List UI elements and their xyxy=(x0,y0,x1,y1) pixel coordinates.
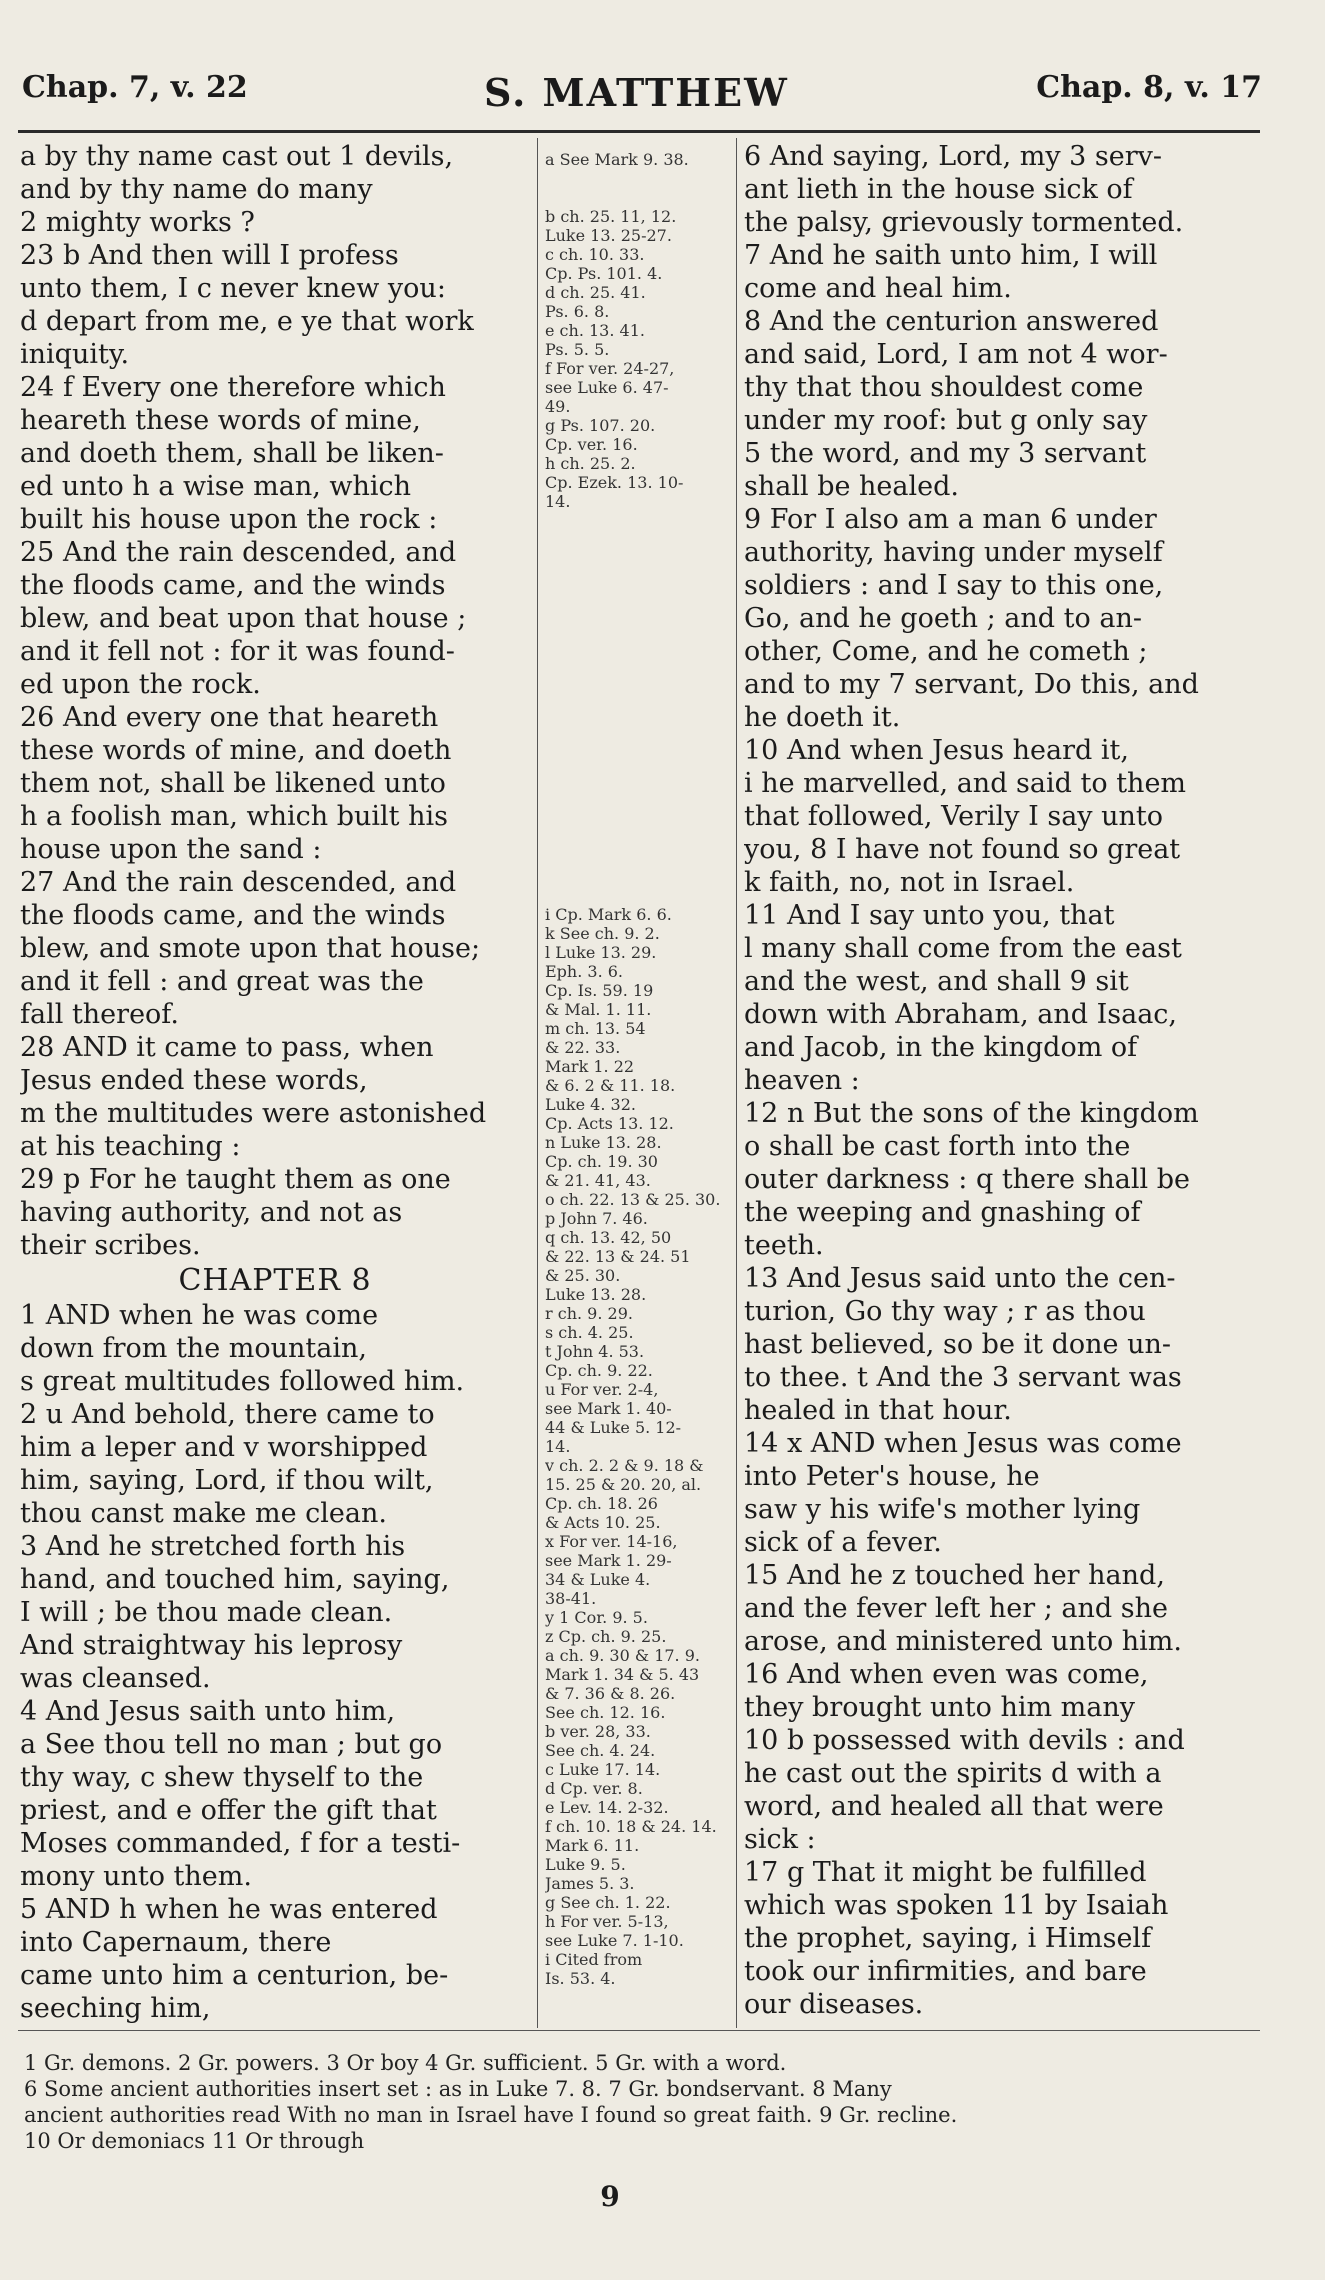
cross-reference: Mark 1. 34 & 5. 43 xyxy=(545,1665,700,1684)
cross-reference: Cp. ch. 9. 22. xyxy=(545,1361,653,1380)
cross-reference: see Mark 1. 29- xyxy=(545,1551,672,1570)
cross-reference: 14. xyxy=(545,492,571,511)
verse-line: Go, and he goeth ; and to an- xyxy=(744,603,1142,634)
verse-line: 29 p For he taught them as one xyxy=(20,1164,451,1195)
verse-line: 3 And he stretched forth his xyxy=(20,1531,406,1562)
verse-line: under my roof: but g only say xyxy=(744,405,1148,436)
verse-line: 11 And I say unto you, that xyxy=(744,900,1115,931)
column-divider-right xyxy=(736,138,737,2028)
verse-line: and Jacob, in the kingdom of xyxy=(744,1032,1138,1063)
verse-line: blew, and beat upon that house ; xyxy=(20,603,467,634)
verse-line: him a leper and v worshipped xyxy=(20,1432,428,1463)
verse-line: house upon the sand : xyxy=(20,834,322,865)
verse-line: and the fever left her ; and she xyxy=(744,1593,1168,1624)
cross-reference: k See ch. 9. 2. xyxy=(545,924,660,943)
verse-line: soldiers : and I say to this one, xyxy=(744,570,1164,601)
header-rule xyxy=(18,130,1260,133)
footnote-line: 1 Gr. demons. 2 Gr. powers. 3 Or boy 4 Gr. sufficient. 5 Gr. with a word. xyxy=(24,2051,787,2075)
verse-line: 24 f Every one therefore which xyxy=(20,372,446,403)
cross-reference: d ch. 25. 41. xyxy=(545,283,646,302)
verse-line: o shall be cast forth into the xyxy=(744,1131,1131,1162)
cross-reference: l Luke 13. 29. xyxy=(545,943,657,962)
cross-reference: e ch. 13. 41. xyxy=(545,321,645,340)
cross-reference: Cp. ch. 19. 30 xyxy=(545,1152,658,1171)
verse-line: into Peter's house, he xyxy=(744,1461,1040,1492)
verse-line: and to my 7 servant, Do this, and xyxy=(744,669,1199,700)
cross-reference: See ch. 12. 16. xyxy=(545,1703,666,1722)
cross-reference xyxy=(545,188,730,207)
verse-line: at his teaching : xyxy=(20,1131,241,1162)
cross-reference-column xyxy=(545,150,730,2025)
verse-line: sick of a fever. xyxy=(744,1527,942,1558)
cross-reference: 15. 25 & 20. 20, al. xyxy=(545,1475,702,1494)
verse-line: teeth. xyxy=(744,1230,824,1261)
verse-line: he cast out the spirits d with a xyxy=(744,1758,1162,1789)
cross-reference: James 5. 3. xyxy=(545,1874,635,1893)
verse-line: 6 And saying, Lord, my 3 serv- xyxy=(744,141,1163,172)
verse-line: the floods came, and the winds xyxy=(20,900,446,931)
verse-line: unto them, I c never knew you: xyxy=(20,273,446,304)
verse-line: heareth these words of mine, xyxy=(20,405,421,436)
verse-line: 25 And the rain descended, and xyxy=(20,537,457,568)
cross-reference: e Lev. 14. 2-32. xyxy=(545,1798,669,1817)
verse-line: 17 g That it might be fulfilled xyxy=(744,1857,1147,1888)
verse-line: outer darkness : q there shall be xyxy=(744,1164,1190,1195)
cross-reference: Mark 1. 22 xyxy=(545,1057,635,1076)
verse-line: you, 8 I have not found so great xyxy=(744,834,1181,865)
verse-line: come and heal him. xyxy=(744,273,1012,304)
verse-line: our diseases. xyxy=(744,1989,924,2020)
verse-line: built his house upon the rock : xyxy=(20,504,438,535)
verse-line: took our infirmities, and bare xyxy=(744,1956,1147,1987)
verse-line: down from the mountain, xyxy=(20,1333,367,1364)
verse-line: seeching him, xyxy=(20,1993,211,2024)
cross-reference: r ch. 9. 29. xyxy=(545,1304,633,1323)
verse-line: Jesus ended these words, xyxy=(20,1065,368,1096)
cross-reference: & 22. 33. xyxy=(545,1038,621,1057)
verse-line: 28 AND it came to pass, when xyxy=(20,1032,434,1063)
verse-line: was cleansed. xyxy=(20,1663,211,1694)
verse-line: healed in that hour. xyxy=(744,1395,1012,1426)
cross-reference: & Mal. 1. 11. xyxy=(545,1000,652,1019)
cross-reference: b ver. 28, 33. xyxy=(545,1722,651,1741)
verse-line: arose, and ministered unto him. xyxy=(744,1626,1182,1657)
cross-reference: m ch. 13. 54 xyxy=(545,1019,646,1038)
verse-line: ed upon the rock. xyxy=(20,669,261,700)
verse-line: that followed, Verily I say unto xyxy=(744,801,1164,832)
verse-line: l many shall come from the east xyxy=(744,933,1182,964)
cross-reference: g Ps. 107. 20. xyxy=(545,416,656,435)
footnote-line: 10 Or demoniacs 11 Or through xyxy=(24,2129,365,2153)
cross-reference: Is. 53. 4. xyxy=(545,1969,616,1988)
cross-reference: & 22. 13 & 24. 51 xyxy=(545,1247,691,1266)
cross-reference: x For ver. 14-16, xyxy=(545,1532,678,1551)
verse-line: thy that thou shouldest come xyxy=(744,372,1144,403)
verse-line: 27 And the rain descended, and xyxy=(20,867,457,898)
verse-line: 12 n But the sons of the kingdom xyxy=(744,1098,1199,1129)
verse-line: 8 And the centurion answered xyxy=(744,306,1159,337)
verse-line: 16 And when even was come, xyxy=(744,1659,1149,1690)
verse-line: a See thou tell no man ; but go xyxy=(20,1729,443,1760)
verse-line: 23 b And then will I profess xyxy=(20,240,399,271)
verse-line: 15 And he z touched her hand, xyxy=(744,1560,1165,1591)
verse-line: the prophet, saying, i Himself xyxy=(744,1923,1152,1954)
cross-reference: i Cited from xyxy=(545,1950,643,1969)
verse-line: thy way, c shew thyself to the xyxy=(20,1762,424,1793)
verse-line: turion, Go thy way ; r as thou xyxy=(744,1296,1146,1327)
verse-line: to thee. t And the 3 servant was xyxy=(744,1362,1182,1393)
verse-line: him, saying, Lord, if thou wilt, xyxy=(20,1465,434,1496)
verse-line: sick : xyxy=(744,1824,816,1855)
verse-line: mony unto them. xyxy=(20,1861,252,1892)
verse-line: them not, shall be likened unto xyxy=(20,768,446,799)
cross-reference: a ch. 9. 30 & 17. 9. xyxy=(545,1646,700,1665)
verse-line: 5 AND h when he was entered xyxy=(20,1894,438,1925)
footnote-line: ancient authorities read With no man in Israel have I found so great faith. 9 Gr. recline. xyxy=(24,2103,958,2127)
verse-line: a by thy name cast out 1 devils, xyxy=(20,141,454,172)
cross-reference: Luke 13. 25-27. xyxy=(545,226,672,245)
cross-reference: o ch. 22. 13 & 25. 30. xyxy=(545,1190,721,1209)
cross-reference: Luke 13. 28. xyxy=(545,1285,647,1304)
cross-reference: Luke 4. 32. xyxy=(545,1095,636,1114)
header-chapter-start: Chap. 7, v. 22 xyxy=(22,70,248,105)
cross-reference: f ch. 10. 18 & 24. 14. xyxy=(545,1817,717,1836)
header-book-title: S. MATTHEW xyxy=(484,70,789,115)
cross-reference: h For ver. 5-13, xyxy=(545,1912,669,1931)
header-chapter-end: Chap. 8, v. 17 xyxy=(1036,70,1262,105)
verse-line: priest, and e offer the gift that xyxy=(20,1795,437,1826)
verse-line: 2 mighty works ? xyxy=(20,207,255,238)
verse-line: d depart from me, e ye that work xyxy=(20,306,474,337)
chapter-heading: CHAPTER 8 xyxy=(178,1263,372,1298)
verse-line: 13 And Jesus said unto the cen- xyxy=(744,1263,1176,1294)
cross-reference: Cp. Is. 59. 19 xyxy=(545,981,654,1000)
verse-line: i he marvelled, and said to them xyxy=(744,768,1187,799)
cross-reference: 49. xyxy=(545,397,571,416)
footnotes xyxy=(24,2050,1260,2154)
verse-line: fall thereof. xyxy=(20,999,179,1030)
left-text-column xyxy=(20,140,530,2025)
cross-reference: & 6. 2 & 11. 18. xyxy=(545,1076,676,1095)
verse-line: Moses commanded, f for a testi- xyxy=(20,1828,461,1859)
verse-line: these words of mine, and doeth xyxy=(20,735,452,766)
column-divider-left xyxy=(537,138,538,2028)
verse-line: the palsy, grievously tormented. xyxy=(744,207,1184,238)
cross-reference: & Acts 10. 25. xyxy=(545,1513,661,1532)
cross-reference: h ch. 25. 2. xyxy=(545,454,636,473)
verse-line: blew, and smote upon that house; xyxy=(20,933,481,964)
cross-reference: see Mark 1. 40- xyxy=(545,1399,672,1418)
cross-reference: v ch. 2. 2 & 9. 18 & xyxy=(545,1456,704,1475)
verse-line: 9 For I also am a man 6 under xyxy=(744,504,1157,535)
cross-reference: q ch. 13. 42, 50 xyxy=(545,1228,672,1247)
footnote-line: 6 Some ancient authorities insert set : as in Luke 7. 8. 7 Gr. bondservant. 8 Many xyxy=(24,2077,892,2101)
verse-line: word, and healed all that were xyxy=(744,1791,1164,1822)
verse-line: k faith, no, not in Israel. xyxy=(744,867,1075,898)
verse-line: 1 AND when he was come xyxy=(20,1300,379,1331)
verse-line: the floods came, and the winds xyxy=(20,570,446,601)
cross-reference: Luke 9. 5. xyxy=(545,1855,626,1874)
cross-reference: Eph. 3. 6. xyxy=(545,962,624,981)
verse-line: having authority, and not as xyxy=(20,1197,403,1228)
cross-reference: & 7. 36 & 8. 26. xyxy=(545,1684,676,1703)
verse-line: I will ; be thou made clean. xyxy=(20,1597,393,1628)
cross-reference: Ps. 5. 5. xyxy=(545,340,610,359)
cross-reference: Cp. Acts 13. 12. xyxy=(545,1114,674,1133)
verse-line: s great multitudes followed him. xyxy=(20,1366,465,1397)
verse-line: and by thy name do many xyxy=(20,174,373,205)
cross-reference: Cp. ver. 16. xyxy=(545,435,638,454)
cross-reference: b ch. 25. 11, 12. xyxy=(545,207,677,226)
cross-reference: d Cp. ver. 8. xyxy=(545,1779,643,1798)
verse-line: 10 And when Jesus heard it, xyxy=(744,735,1129,766)
verse-line: 2 u And behold, there came to xyxy=(20,1399,435,1430)
verse-line: and it fell : and great was the xyxy=(20,966,424,997)
cross-reference: y 1 Cor. 9. 5. xyxy=(545,1608,648,1627)
cross-reference: Cp. Ps. 101. 4. xyxy=(545,264,663,283)
verse-line: came unto him a centurion, be- xyxy=(20,1960,449,1991)
cross-reference: 38-41. xyxy=(545,1589,597,1608)
verse-line: authority, having under myself xyxy=(744,537,1163,568)
verse-line: their scribes. xyxy=(20,1230,201,1261)
verse-line: he doeth it. xyxy=(744,702,901,733)
cross-reference: 34 & Luke 4. xyxy=(545,1570,651,1589)
cross-reference: s ch. 4. 25. xyxy=(545,1323,634,1342)
verse-line: and doeth them, shall be liken- xyxy=(20,438,444,469)
cross-reference: see Luke 6. 47- xyxy=(545,378,669,397)
verse-line: ant lieth in the house sick of xyxy=(744,174,1133,205)
cross-reference: i Cp. Mark 6. 6. xyxy=(545,905,672,924)
verse-line: and the west, and shall 9 sit xyxy=(744,966,1129,997)
cross-reference: see Luke 7. 1-10. xyxy=(545,1931,684,1950)
verse-line: and said, Lord, I am not 4 wor- xyxy=(744,339,1168,370)
cross-reference: c Luke 17. 14. xyxy=(545,1760,661,1779)
verse-line: the weeping and gnashing of xyxy=(744,1197,1141,1228)
cross-reference: & 25. 30. xyxy=(545,1266,621,1285)
verse-line: 14 x AND when Jesus was come xyxy=(744,1428,1182,1459)
verse-line: which was spoken 11 by Isaiah xyxy=(744,1890,1169,1921)
verse-line: they brought unto him many xyxy=(744,1692,1136,1723)
verse-line: shall be healed. xyxy=(744,471,959,502)
cross-reference: 44 & Luke 5. 12- xyxy=(545,1418,682,1437)
cross-reference: n Luke 13. 28. xyxy=(545,1133,662,1152)
cross-reference: 14. xyxy=(545,1437,571,1456)
verse-line: 4 And Jesus saith unto him, xyxy=(20,1696,396,1727)
cross-reference: f For ver. 24-27, xyxy=(545,359,675,378)
verse-line: hast believed, so be it done un- xyxy=(744,1329,1171,1360)
verse-line: heaven : xyxy=(744,1065,860,1096)
cross-reference: u For ver. 2-4, xyxy=(545,1380,659,1399)
verse-line: saw y his wife's mother lying xyxy=(744,1494,1141,1525)
right-text-column xyxy=(744,140,1256,2025)
verse-line: 5 the word, and my 3 servant xyxy=(744,438,1147,469)
verse-line: other, Come, and he cometh ; xyxy=(744,636,1148,667)
cross-reference: & 21. 41, 43. xyxy=(545,1171,651,1190)
verse-line: m the multitudes were astonished xyxy=(20,1098,487,1129)
verse-line: hand, and touched him, saying, xyxy=(20,1564,450,1595)
cross-reference: g See ch. 1. 22. xyxy=(545,1893,671,1912)
verse-line: down with Abraham, and Isaac, xyxy=(744,999,1178,1030)
verse-line: 26 And every one that heareth xyxy=(20,702,439,733)
cross-reference: p John 7. 46. xyxy=(545,1209,648,1228)
verse-line: h a foolish man, which built his xyxy=(20,801,448,832)
cross-reference: a See Mark 9. 38. xyxy=(545,150,689,169)
verse-line: thou canst make me clean. xyxy=(20,1498,387,1529)
cross-reference: Mark 6. 11. xyxy=(545,1836,640,1855)
cross-reference: See ch. 4. 24. xyxy=(545,1741,656,1760)
cross-reference: Cp. ch. 18. 26 xyxy=(545,1494,658,1513)
footnote-rule xyxy=(18,2030,1260,2031)
cross-reference: z Cp. ch. 9. 25. xyxy=(545,1627,667,1646)
cross-reference: c ch. 10. 33. xyxy=(545,245,645,264)
verse-line: and it fell not : for it was found- xyxy=(20,636,455,667)
cross-reference xyxy=(545,169,730,188)
verse-line: And straightway his leprosy xyxy=(20,1630,403,1661)
cross-reference: Ps. 6. 8. xyxy=(545,302,610,321)
cross-reference: Cp. Ezek. 13. 10- xyxy=(545,473,684,492)
verse-line: into Capernaum, there xyxy=(20,1927,332,1958)
verse-line: ed unto h a wise man, which xyxy=(20,471,412,502)
cross-reference: t John 4. 53. xyxy=(545,1342,645,1361)
verse-line: 7 And he saith unto him, I will xyxy=(744,240,1158,271)
verse-line: 10 b possessed with devils : and xyxy=(744,1725,1185,1756)
page-number: 9 xyxy=(600,2180,620,2213)
running-header xyxy=(22,70,1262,130)
verse-line: iniquity. xyxy=(20,339,130,370)
